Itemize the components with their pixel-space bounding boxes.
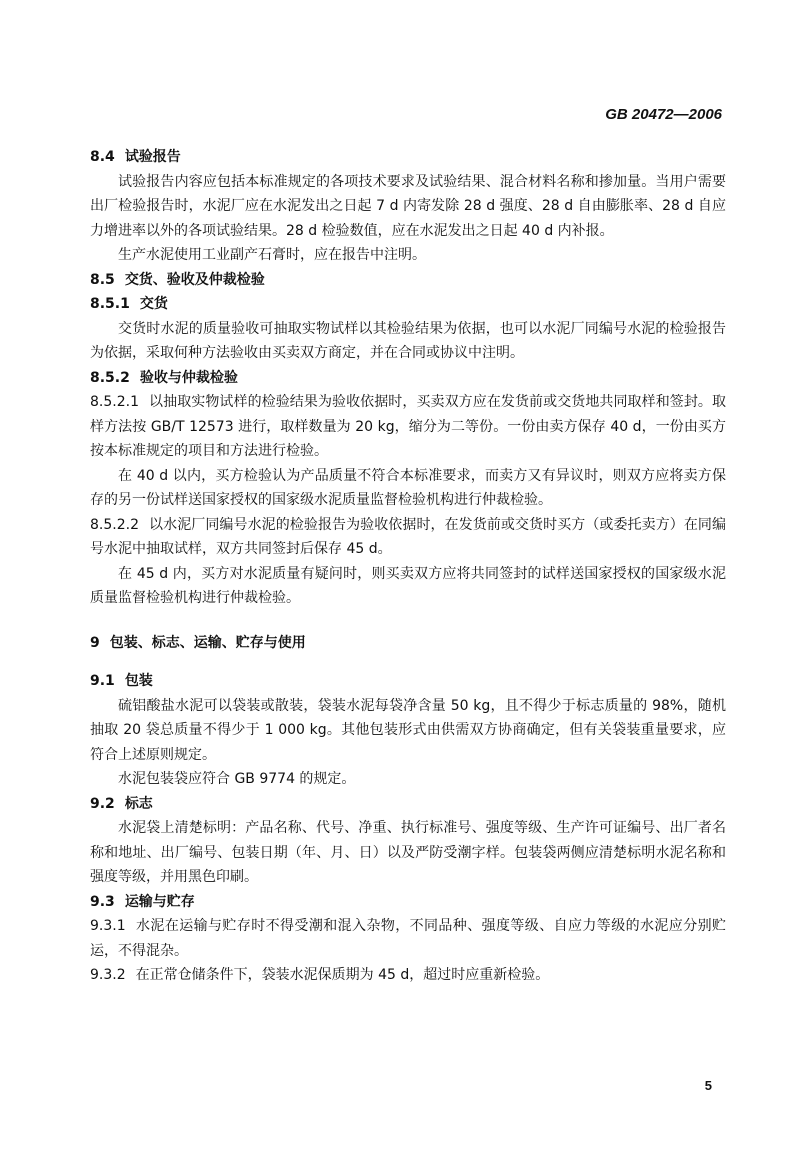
paragraph: 硫铝酸盐水泥可以袋装或散装，袋装水泥每袋净含量 50 kg，且不得少于标志质量的 98%，随机抽取 20 袋总质量不得少于 1 000 kg。其他包装形式由供需双方协商确定，但有关袋装重量要求，应符合上述原则规定。 — [90, 697, 726, 763]
clause-8-5-2-2: 8.5.2.2 以水泥厂同编号水泥的检验报告为验收依据时，在发货前或交货时买方（或委托卖方）在同编号水泥中抽取试样，双方共同签封后保存 45 d。 — [90, 516, 726, 557]
section-8-5-2-heading: 8.5.2 验收与仲裁检验 — [90, 369, 238, 386]
paragraph: 生产水泥使用工业副产石膏时，应在报告中注明。 — [118, 247, 426, 263]
clause-8-5-2-1: 8.5.2.1 以抽取实物试样的检验结果为验收依据时，买卖双方应在发货前或交货地共同取样和签封。取样方法按 GB/T 12573 进行，取样数量为 20 kg，缩分为二等份。一份由卖方保存 40 d，一份由买方按本标准规定的项目和方法进行检验。 — [90, 394, 726, 459]
clause-9-3-2: 9.3.2 在正常仓储条件下，袋装水泥保质期为 45 d，超过时应重新检验。 — [90, 967, 550, 983]
section-9-1-heading: 9.1 包装 — [90, 673, 153, 689]
document-body — [90, 145, 726, 988]
paragraph: 在 45 d 内，买方对水泥质量有疑问时，则买卖双方应将共同签封的试样送国家授权的国家级水泥质量监督检验机构进行仲裁检验。 — [90, 565, 726, 606]
chapter-9-heading: 9 包装、标志、运输、贮存与使用 — [90, 634, 306, 651]
section-8-4-heading: 8.4 试验报告 — [90, 149, 181, 165]
paragraph: 水泥袋上清楚标明：产品名称、代号、净重、执行标准号、强度等级、生产许可证编号、出厂者名称和地址、出厂编号、包装日期（年、月、日）以及严防受潮字样。包装袋两侧应清楚标明水泥名称和强度等级，并用黑色印刷。 — [90, 820, 726, 885]
section-8-5-1-heading: 8.5.1 交货 — [90, 296, 168, 312]
paragraph: 交货时水泥的质量验收可抽取实物试样以其检验结果为依据，也可以水泥厂同编号水泥的检验报告为依据，采取何种方法验收由买卖双方商定，并在合同或协议中注明。 — [90, 320, 726, 361]
paragraph: 水泥包装袋应符合 GB 9774 的规定。 — [118, 771, 356, 787]
section-9-2-heading: 9.2 标志 — [90, 795, 153, 812]
section-9-3-heading: 9.3 运输与贮存 — [90, 893, 195, 910]
section-8-5-heading: 8.5 交货、验收及仲裁检验 — [90, 271, 265, 288]
page-number: 5 — [704, 1078, 712, 1093]
paragraph: 试验报告内容应包括本标准规定的各项技术要求及试验结果、混合材料名称和掺加量。当用户需要出厂检验报告时，水泥厂应在水泥发出之日起 7 d 内寄发除 28 d 强度、28 d 自由膨胀率、28 d 自应力增进率以外的各项试验结果。28 d 检验数值，应在水泥发出之日起 40 d 内补报。 — [90, 173, 726, 239]
clause-9-3-1: 9.3.1 水泥在运输与贮存时不得受潮和混入杂物，不同品种、强度等级、自应力等级的水泥应分别贮运，不得混杂。 — [90, 918, 726, 959]
paragraph: 在 40 d 以内，买方检验认为产品质量不符合本标准要求，而卖方又有异议时，则双方应将卖方保存的另一份试样送国家授权的国家级水泥质量监督检验机构进行仲裁检验。 — [90, 467, 726, 508]
standard-code: GB 20472—2006 — [605, 106, 722, 123]
